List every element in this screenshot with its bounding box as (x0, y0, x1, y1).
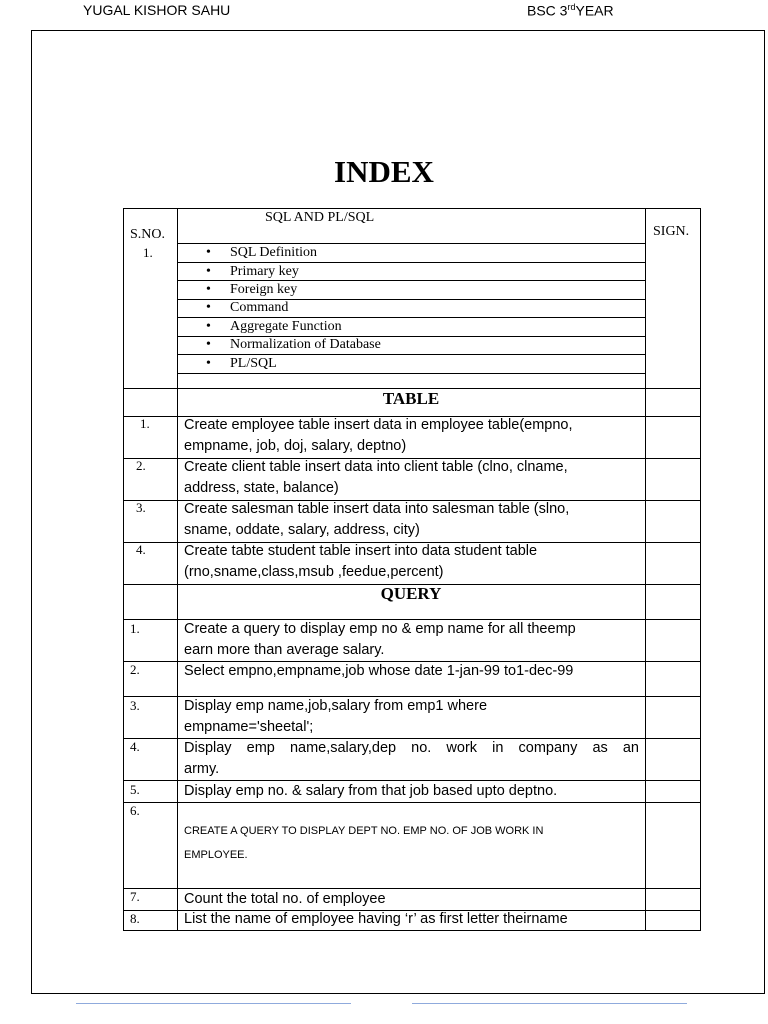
table-row-text (184, 415, 573, 457)
page-title: INDEX (334, 154, 434, 189)
row-line: Create a query to display emp no & emp name for all theemp (184, 621, 576, 637)
row-line: empname, job, doj, salary, deptno) (184, 438, 407, 454)
sql-item: • PL/SQL (230, 356, 277, 372)
row-line: Display emp no. & salary from that job based upto deptno. (184, 783, 558, 799)
class-superscript: rd (567, 2, 576, 12)
query-row-text (184, 781, 557, 802)
sql-item: • SQL Definition (230, 245, 317, 261)
table-section-heading: TABLE (382, 389, 440, 408)
row-divider (124, 802, 700, 803)
query-row-sno: 2. (130, 662, 140, 677)
table-row-text (184, 499, 569, 541)
query-row-sno: 8. (130, 911, 140, 926)
table-row-sno: 1. (140, 416, 150, 431)
table-row-sno: 2. (136, 458, 146, 473)
sql-item: • Command (230, 300, 288, 316)
class-suffix: YEAR (575, 2, 614, 19)
query-row-sno: 7. (130, 889, 140, 904)
row-line: CREATE A QUERY TO DISPLAY DEPT NO. EMP NO. OF JOB WORK IN (184, 825, 544, 837)
row-line: Create tabte student table insert into data student table (184, 543, 538, 559)
row-line: Create salesman table insert data into salesman table (slno, (184, 501, 570, 517)
column-divider (645, 209, 646, 930)
query-row-text (184, 696, 487, 738)
class-year (527, 2, 614, 19)
table-row-text (184, 457, 568, 499)
row-line: Create client table insert data into client table (clno, clname, (184, 459, 568, 475)
query-row-sno: 3. (130, 698, 140, 713)
row-line: Display emp name,job,salary from emp1 where (184, 698, 488, 714)
author-name: YUGAL KISHOR SAHU (83, 2, 231, 18)
table-row-sno: 3. (136, 500, 146, 515)
row-divider (177, 262, 645, 263)
row-line: (rno,sname,class,msub ,feedue,percent) (184, 564, 444, 580)
sql-item: • Normalization of Database (230, 337, 381, 353)
row-divider (177, 317, 645, 318)
query-section-heading: QUERY (380, 584, 442, 603)
row-line: Display emp name,salary,dep no. work in company as an (184, 740, 639, 756)
row-line: address, state, balance) (184, 480, 339, 496)
row-line: List the name of employee having ‘r’ as first letter theirname (184, 911, 568, 927)
row-divider (177, 354, 645, 355)
query-row-text-cont: army. (184, 761, 220, 777)
query-row-sno: 1. (130, 621, 140, 636)
query-row-text (184, 909, 568, 930)
index-table (123, 208, 701, 931)
row-divider (177, 243, 645, 244)
row-divider (177, 373, 645, 374)
query-row-sno: 6. (130, 803, 140, 818)
query-row-text (184, 889, 386, 910)
column-header-sno: S.NO. (130, 227, 166, 242)
row-line: Select empno,empname,job whose date 1-jan-99 to1-dec-99 (184, 663, 574, 679)
row-line: Create employee table insert data in employee table(empno, (184, 417, 573, 433)
column-header-sign: SIGN. (653, 224, 690, 239)
class-prefix: BSC 3 (527, 2, 568, 19)
row-line: earn more than average salary. (184, 642, 385, 658)
sql-item: • Aggregate Function (230, 319, 342, 335)
query-row-sno: 5. (130, 782, 140, 797)
row-line: EMPLOYEE. (184, 849, 248, 861)
sql-section-sno: 1. (143, 245, 153, 260)
column-header-topic: SQL AND PL/SQL (265, 210, 375, 225)
row-line: Count the total no. of employee (184, 891, 386, 907)
row-divider (177, 280, 645, 281)
sql-item: • Foreign key (230, 282, 297, 298)
row-line: sname, oddate, salary, address, city) (184, 522, 420, 538)
query-row-sno: 4. (130, 739, 140, 754)
footer-line (412, 1003, 687, 1004)
footer-line (76, 1003, 351, 1004)
sql-item: • Primary key (230, 264, 299, 280)
query-row-text (184, 819, 543, 867)
query-row-text (184, 661, 573, 682)
table-row-text (184, 541, 537, 583)
query-row-text (184, 738, 639, 759)
table-row-sno: 4. (136, 542, 146, 557)
row-line: empname='sheetal'; (184, 719, 314, 735)
query-row-text (184, 619, 576, 661)
